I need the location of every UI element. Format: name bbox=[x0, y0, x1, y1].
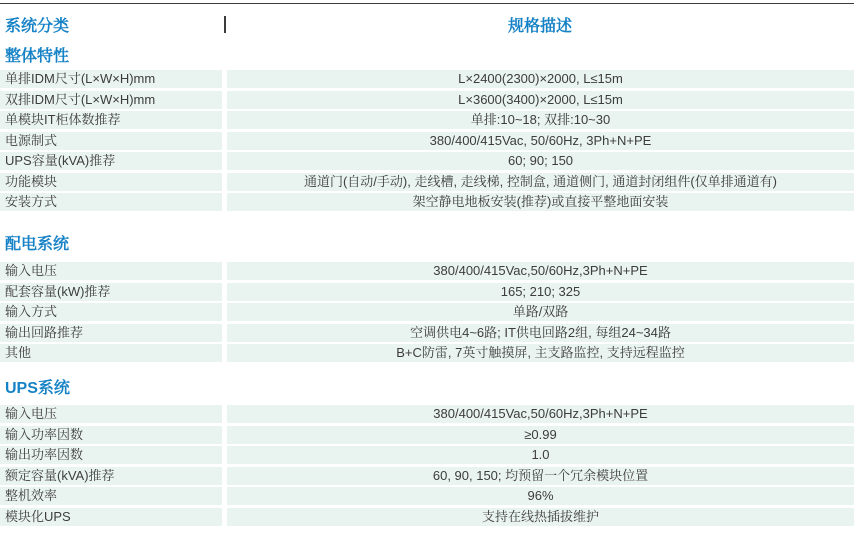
spec-row bbox=[0, 405, 854, 423]
spec-row-label: 输入方式 bbox=[0, 303, 222, 321]
spec-row bbox=[0, 446, 854, 464]
spec-row bbox=[0, 324, 854, 342]
section-rows bbox=[0, 262, 854, 362]
spec-row-value: B+C防雷, 7英寸触摸屏, 主支路监控, 支持远程监控 bbox=[227, 344, 854, 362]
spec-row-value: 架空静电地板安装(推荐)或直接平整地面安装 bbox=[227, 193, 854, 211]
spec-row-label: 配套容量(kW)推荐 bbox=[0, 283, 222, 301]
spec-row-value: 1.0 bbox=[227, 446, 854, 464]
spec-row-label: 额定容量(kVA)推荐 bbox=[0, 467, 222, 485]
spec-row bbox=[0, 132, 854, 150]
spec-row-value: 380/400/415Vac,50/60Hz,3Ph+N+PE bbox=[227, 405, 854, 423]
spec-row-value: 60, 90, 150; 均预留一个冗余模块位置 bbox=[227, 467, 854, 485]
spec-row-value: 单路/双路 bbox=[227, 303, 854, 321]
spec-row-label: 功能模块 bbox=[0, 173, 222, 191]
spec-row-value: 96% bbox=[227, 487, 854, 505]
spec-row bbox=[0, 303, 854, 321]
spec-row bbox=[0, 173, 854, 191]
spec-row-label: 输出功率因数 bbox=[0, 446, 222, 464]
section-title: UPS系统 bbox=[5, 380, 70, 397]
spec-row-label: UPS容量(kVA)推荐 bbox=[0, 152, 222, 170]
spec-row-value: L×2400(2300)×2000, L≤15m bbox=[227, 70, 854, 88]
spec-row bbox=[0, 152, 854, 170]
spec-row-label: 输入电压 bbox=[0, 405, 222, 423]
spec-row-value: 60; 90; 150 bbox=[227, 152, 854, 170]
spec-row bbox=[0, 262, 854, 280]
spec-row-label: 安装方式 bbox=[0, 193, 222, 211]
spec-section bbox=[0, 381, 854, 526]
spec-row bbox=[0, 467, 854, 485]
spec-row-label: 单模块IT柜体数推荐 bbox=[0, 111, 222, 129]
section-rows bbox=[0, 70, 854, 211]
spec-row bbox=[0, 426, 854, 444]
spec-row-value: 支持在线热插拔维护 bbox=[227, 508, 854, 526]
spec-row-label: 输入功率因数 bbox=[0, 426, 222, 444]
spec-row-label: 其他 bbox=[0, 344, 222, 362]
spec-row-value: 通道门(自动/手动), 走线槽, 走线梯, 控制盒, 通道侧门, 通道封闭组件(仅单排通道有) bbox=[227, 173, 854, 191]
spec-table bbox=[0, 49, 854, 526]
table-header bbox=[0, 4, 854, 45]
spec-row-label: 单排IDM尺寸(L×W×H)mm bbox=[0, 70, 222, 88]
spec-row-label: 电源制式 bbox=[0, 132, 222, 150]
spec-row-label: 双排IDM尺寸(L×W×H)mm bbox=[0, 91, 222, 109]
spec-row bbox=[0, 70, 854, 88]
column-header-spec-description: 规格描述 bbox=[507, 18, 572, 35]
spec-row-value: 380/400/415Vac, 50/60Hz, 3Ph+N+PE bbox=[227, 132, 854, 150]
spec-row-label: 整机效率 bbox=[0, 487, 222, 505]
spec-row bbox=[0, 111, 854, 129]
spec-row-value: 单排:10~18; 双排:10~30 bbox=[227, 111, 854, 129]
spec-row bbox=[0, 91, 854, 109]
section-title: 配电系统 bbox=[5, 236, 70, 253]
section-title: 整体特性 bbox=[5, 48, 70, 65]
spec-row bbox=[0, 193, 854, 211]
spec-section bbox=[0, 49, 854, 211]
spec-row bbox=[0, 344, 854, 362]
column-header-system-category: 系统分类 bbox=[5, 18, 70, 35]
spec-row-label: 模块化UPS bbox=[0, 508, 222, 526]
spec-row bbox=[0, 283, 854, 301]
section-rows bbox=[0, 405, 854, 526]
spec-row bbox=[0, 508, 854, 526]
spec-row-value: 空调供电4~6路; IT供电回路2组, 每组24~34路 bbox=[227, 324, 854, 342]
spec-row bbox=[0, 487, 854, 505]
spec-row-value: L×3600(3400)×2000, L≤15m bbox=[227, 91, 854, 109]
spec-row-value: 165; 210; 325 bbox=[227, 283, 854, 301]
spec-row-label: 输入电压 bbox=[0, 262, 222, 280]
spec-row-value: 380/400/415Vac,50/60Hz,3Ph+N+PE bbox=[227, 262, 854, 280]
spec-section bbox=[0, 237, 854, 362]
spec-row-value: ≥0.99 bbox=[227, 426, 854, 444]
spec-row-label: 输出回路推荐 bbox=[0, 324, 222, 342]
